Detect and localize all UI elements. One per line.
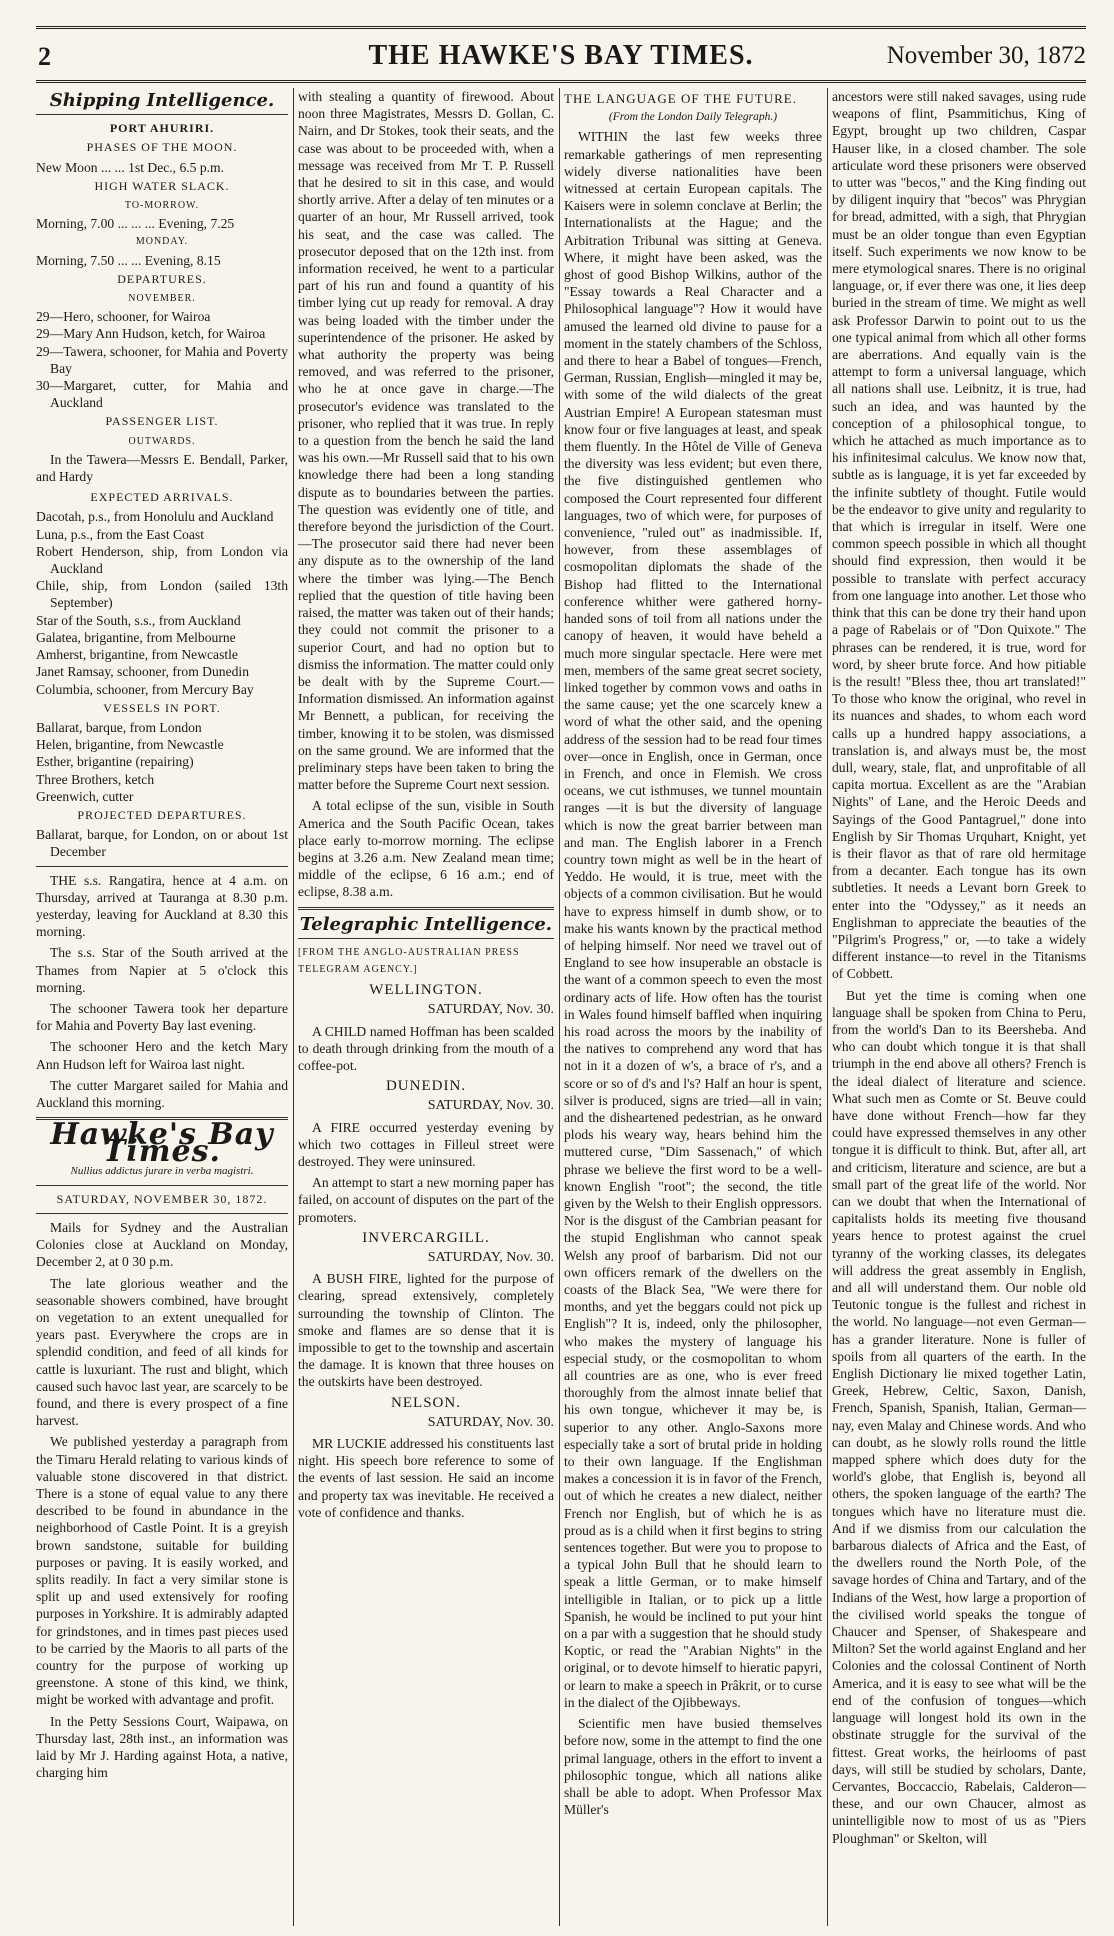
article-paragraph: WITHIN the last few weeks three remarkable gatherings of men representing widely diverse nationalities have been witnessed at certain European capitals. The Kaisers were in solemn conclave at Berlin; the Internationalists at the Hague; and the Arbitration Tribunal was sitting at Geneva. Where, it might have been asked, was the ghost of good Bishop Wilkins, author of the "Essay towards a Real Character and a Philosophical language"? How it would have amused the learned old divine to pause for a moment in the stately chambers of the Schloss, and there to hear a Babel of tongues—French, German, Russian, English—mingled it may be, with some of the wild dialects of the great Austrian Empire! A European statesman must know four or five languages at least, and speak them fluently. In the Hôtel de Ville of Geneva the diversity was less evident; but even there, the five distinguished gentlemen who composed the Court represented four different languages, two of which were, for purposes of convenience, "ruled out" as inadmissible. If, however, from these assemblages of cosmopolitan diplomats the shade of the Bishop had flitted to the International conference whither were gathered horny-handed sons of toil from all nations under the canopy of heaven, it would have beheld a much more singular spectacle. Here were met men, members of the same great secret society, linked together by common vows and oaths in the same cause; yet the one scarcely knew a word of what the other said, and the opening address of the session had to be read four times over—once in English, once in German, once in French, and once in Flemish. We cross oceans, we cut isthmuses, we tunnel mountain ranges —it is but the diversity of language which is now the great barrier between man and man. The English laborer in a French country town might as well be in the heart of Yeddo. He would, it is true, meet with the objects of a common civilisation. But he would have to express himself in dumb show, or to make his wants known by the practical method of helping himself. Nor need we travel out of England to see how insuperable an obstacle is the want of a common speech to even the most ordinary acts of life. How often has the tourist in Wales found himself baffled when inquiring his road across the moors by the inability of the natives to comprehend any word that has not in it a dozen of w's, a brace of r's, and a score or so of d's and l's? Half an hour is spent, silver is produced, signs are tried—all in vain; and the disheartened pedestrian, as he onward plods his weary way, hears behind him the muttered curse, "Dim Sassenach," of which phrase we believe the first word to be a well-known English "root"; the second, the title given by the Welsh to their English oppressors. Nor is the disgust of the Cambrian peasant for the stupid Englishman who cannot speak Welsh any proof of barbarism. Did not our own officers remark of the dwellers on the coasts of the Black Sea, "We were there for months, and yet the beggars could not pick up English"? It is, indeed, only the philosopher, who makes the mystery of language his especial study, or the cosmopolitan to whom all countries are as one, who is ever freed thoroughly from the almost innate belief that his own tongue, whichever it may be, is superior to any other. Anglo-Saxons more especially take a sort of brutal pride in holding to their own language. If the Englishman makes a concession it is in favor of the French, out of which he creates a new dialect, neither French nor English, but of which he is as proud as is a child when it first begins to string sentences together. But were you to propose to a typical John Bull that he should learn to speak a little German, or to make himself intelligible in Italian, or to pick up a little Spanish, he would be inclined to put your hint on a par with a suggestion that he should study Koptic, or read the "Arabian Nights" in the original, or to devote himself to hieratic papyri, or learn to make a speech in Prâkrit, or to curse in the dialect of the Ojibbeways. [564,129,822,1710]
article-heading: THE LANGUAGE OF THE FUTURE. [564,91,797,106]
moon-heading: PHASES OF THE MOON. [86,140,238,155]
editorial-paragraph: We published yesterday a paragraph from the Timaru Herald relating to various kinds of valuable stone discovered in that district. There is a stone of equal value to any there described to be found in abundance in the neighborhood of Castle Point. It is a greyish brown sandstone, suitable for building purposes or paving. It is easily worked, and splits readily. In fact a very similar stone is split up and used extensively for roofing purposes in Yorkshire. It is admirably adapted for grindstones, and in times past pieces used to be carried by the Maoris to all parts of the country for the purpose of working up greenstone. A stone of this kind, we think, might be worked with advantage and profit. [36,1434,288,1708]
month-label: NOVEMBER. [128,293,196,305]
telegram-text: A CHILD named Hoffman has been scalded to death through drinking from the mouth of a coffee-pot. [298,1023,554,1073]
shipping-note: The cutter Margaret sailed for Mahia and Auckland this morning. [36,1077,288,1110]
newspaper-title: THE HAWKE'S BAY TIMES. [368,40,754,71]
departure-item: 29—Hero, schooner, for Wairoa [36,309,211,325]
departure-item: 29—Tawera, schooner, for Mahia and Poverty Bay [36,343,288,376]
expected-item: Luna, p.s., from the East Coast [36,526,205,542]
expected-item: Columbia, schooner, from Mercury Bay [36,681,254,697]
shipping-note: The schooner Hero and the ketch Mary Ann Hudson left for Wairoa last night. [36,1039,288,1072]
port-item: Ballarat, barque, from London [36,719,202,735]
expected-item: Janet Ramsay, schooner, from Dunedin [36,664,249,680]
port-item: Greenwich, cutter [36,788,134,804]
dateline-date: SATURDAY, Nov. 30. [427,1002,554,1018]
masthead [36,38,1086,78]
monday-line: Morning, 7.50 ... ... Evening, 8.15 [36,252,221,268]
article-paragraph: Scientific men have busied themselves before now, some in the attempt to find the one primal language, others in the effort to invent a philosophic tongue, which all nations alike shall be able to adopt. When Professor Max Müller's [564,1716,822,1818]
shipping-note: The s.s. Star of the South arrived at the Thames from Napier at 5 o'clock this morning. [36,945,288,995]
masthead-rule [36,80,1086,83]
dateline-place: WELLINGTON. [369,982,483,999]
editorial-paragraph: Mails for Sydney and the Australian Colonies close at Auckland on Monday, December 2, at 0 30 p.m. [36,1219,288,1270]
expected-item: Robert Henderson, ship, from London via Auckland [36,543,288,577]
dateline-date: SATURDAY, Nov. 30. [427,1414,554,1430]
in-port-heading: VESSELS IN PORT. [103,700,221,715]
divider [298,907,554,910]
departure-item: 30—Margaret, cutter, for Mahia and Auckland [36,378,288,411]
passenger-text: In the Tawera—Messrs E. Bendall, Parker, and Hardy [36,451,288,485]
divider [36,1185,288,1186]
column-4 [832,88,1086,1926]
dateline-place: INVERCARGILL. [362,1229,490,1246]
port-heading: PORT AHURIRI. [109,121,215,136]
departures-heading: DEPARTURES. [117,271,207,286]
motto: Nullius addictus jurare in verba magistri. [70,1164,254,1177]
editorial-paragraph: The late glorious weather and the seasonable showers combined, have brought on vegetation to an extent unequalled for years past. Everywhere the crops are in splendid condition, and feed of all kinds for cattle is luxuriant. The rust and blight, which caused such havoc last year, are scarcely to be found, and there is every prospect of a fine harvest. [36,1275,288,1429]
departure-item: 29—Mary Ann Hudson, ketch, for Wairoa [36,326,266,342]
dateline-date: SATURDAY, Nov. 30. [427,1098,554,1114]
column-rule [827,88,828,1926]
tomorrow-line: Morning, 7.00 ... ... ... Evening, 7.25 [36,216,235,232]
agency-line: [FROM THE ANGLO-AUSTRALIAN PRESS TELEGRAM AGENCY.] [298,946,520,975]
column-rule [559,88,560,1926]
editorial-title: Hawke's Bay Times. [50,1117,274,1170]
column-2 [298,88,554,1926]
editorial-date: SATURDAY, NOVEMBER 30, 1872. [56,1191,268,1206]
column-1 [36,88,288,1926]
tomorrow-label: TO-MORROW. [124,200,200,212]
eclipse-note: A total eclipse of the sun, visible in South America and the South Pacific Ocean, takes place early to-morrow morning. The eclipse begins at 3.26 a.m. New Zealand mean time; middle of the eclipse, 6 16 a.m.; end of eclipse, 8.38 a.m. [298,798,554,900]
telegram-text: A FIRE occurred yesterday evening by which two cottages in Filleul street were destroyed. They were uninsured. [298,1119,554,1169]
article-source: (From the London Daily Telegraph.) [608,111,778,124]
telegraph-heading: Telegraphic Intelligence. [299,913,553,935]
port-item: Three Brothers, ketch [36,771,155,787]
expected-item: Star of the South, s.s., from Auckland [36,612,241,628]
port-item: Esther, brigantine (repairing) [36,754,194,770]
shipping-heading: Shipping Intelligence. [49,90,275,111]
projected-item: Ballarat, barque, for London, on or about 1st December [36,827,288,860]
telegram-text: An attempt to start a new morning paper has failed, on account of disputes on the part of the promoters. [298,1175,554,1225]
divider [36,1213,288,1214]
dateline-place: NELSON. [391,1394,461,1411]
expected-item: Chile, ship, from London (sailed 13th September) [36,578,288,611]
expected-heading: EXPECTED ARRIVALS. [90,490,234,505]
divider [36,866,288,867]
editorial-paragraph: In the Petty Sessions Court, Waipawa, on Thursday last, 28th inst., an information was laid by Mr J. Harding against Hota, a native, charging him [36,1713,288,1781]
water-heading: HIGH WATER SLACK. [94,178,230,193]
shipping-note: THE s.s. Rangatira, hence at 4 a.m. on Thursday, arrived at Tauranga at 8.30 p.m. yesterday, leaving for Auckland at 8.30 this morning. [36,872,288,940]
divider [298,938,554,939]
passenger-heading: PASSENGER LIST. [105,414,219,429]
court-report: with stealing a quantity of firewood. About noon three Magistrates, Messrs D. Gollan, C. Nairn, and Dr Stokes, took their seats, and the case was about to be proceeded with, when a message was received from Mr T. P. Russell that he desired to sit in this case, and would shortly arrive. After a delay of ten minutes or a quarter of an hour, Mr Russell arrived, took his seat, and the case was called. The prosecutor deposed that on the 12th inst. from information received, he went to a particular part of his run and found a quantity of his timber lying cut up ready for removal. A dray was being loaded with the timber under the superintendence of the prisoner. He asked by what authority the property was being removed, and was referred to the prisoner, who he at once gave in charge.—The prosecutor's evidence was translated to the prisoner, who replied that it was true. In reply to a question from the bench he said the land was his own.—Mr Russell said that to his own knowledge there had been a long standing dispute as to boundaries between the parties. The question was evidently one of title, and therefore beyond the jurisdiction of the Court.—The prosecutor said there had never been any dispute as to the ownership of the land where the timber was lying.—The Bench replied that the question of title having been raised, the matter was taken out of their hands; they could not commit the prisoner to a superior Court, and had no option but to dismiss the information. The matter could only be dealt with by the Supreme Court.—Information dismissed. An information against Mr Bennett, a publican, for receiving the timber, knowing it to be stolen, was dismissed on the same ground. We are informed that the preliminary steps have been taken to bring the matter before the Supreme Court next session. [298,89,554,793]
shipping-note: The schooner Tawera took her departure for Mahia and Poverty Bay last evening. [36,1000,288,1034]
issue-date: November 30, 1872 [886,42,1086,69]
projected-heading: PROJECTED DEPARTURES. [77,807,247,822]
divider [36,114,288,115]
column-rule [293,88,294,1926]
column-3 [564,88,822,1926]
page-number: 2 [38,42,51,71]
expected-item: Amherst, brigantine, from Newcastle [36,647,238,663]
top-rule [36,26,1086,29]
outwards-label: OUTWARDS. [128,435,196,447]
port-item: Helen, brigantine, from Newcastle [36,737,224,753]
telegram-text: MR LUCKIE addressed his constituents last night. His speech bore reference to some of the events of last session. He said an income and property tax was inevitable. He received a vote of confidence and thanks. [298,1436,554,1520]
expected-item: Dacotah, p.s., from Honolulu and Auckland [36,509,274,525]
dateline-place: DUNEDIN. [385,1078,467,1095]
dateline-date: SATURDAY, Nov. 30. [427,1250,554,1265]
moon-line: New Moon ... ... 1st Dec., 6.5 p.m. [36,159,225,175]
monday-label: MONDAY. [135,236,189,248]
telegram-text: A BUSH FIRE, lighted for the purpose of clearing, spread extensively, completely surrounding the township of Clinton. The smoke and flames are so dense that it is impossible to get to the township and ascertain the damage. It is known that three houses on the outskirts have been destroyed. [298,1271,554,1390]
expected-item: Galatea, brigantine, from Melbourne [36,629,236,645]
article-paragraph: ancestors were still naked savages, using rude weapons of flint, Psammitichus, King of Egypt, brought up two children, Caspar Hauser like, in a closed chamber. The sole articulate word these prisoners were observed to utter was "becos," and the King finding out by diligent inquiry that "becos" was Phrygian for bread, admitted, with a sigh, that Phrygian must be an older tongue than even Egyptian itself. Such experiments we now know to be mere etymological snares. There is no original language, or, if ever there was one, it lies deep buried in the stream of time. We might as well ask Professor Darwin to point out to us the one typical animal from which all other forms are aberrations. And equally vain is the attempt to form a universal language, which all nations shall use. Leibnitz, it is true, had such an idea, and was haunted by the conception of a philosophical tongue, to which he attached as much importance as to his infinitesimal calculus. We know now that, subtle as is language, it is yet far exceeded by the infinite subtlety of thought. Futile would be the endeavor to give unity and regularity to that which is irregular in itself. Were one common speech possible in which all thought should find expression, then would it be possible to translate with perfect accuracy from one language into another. Let those who think that this can be done try their hand upon a page of Rabelais or of "Don Quixote." The phrases can be rendered, it is true, word for word, by sheer brute force. And how pitiable is the result! "Bless thee, thou art translated!" To those who know the original, who revel in its nuances and shades, to whom each word calls up a hundred happy associations, a translation is, and always must be, the most dull, weary, stale, flat, and unprofitable of all capita mortua. Excellent as are the "Arabian Nights" of Lane, and the Heroic Deeds and Sayings of the Good Pantagruel," done into English by Sir Thomas Urquhart, Knight, yet is their flavor as that of rare old hermitage from a decanter. Each tongue has its own subtleties. It needs a Levant born Greek to enter into the "Odyssey," as it needs an Englishman to appreciate the beauties of the "Pilgrim's Progress," or, —to take a widely different instance—to revel in the Titanisms of Cobbett. [832,89,1086,982]
article-paragraph: But yet the time is coming when one language shall be spoken from China to Peru, from the world's Dan to its Beersheba. And who can doubt which tongue it is that shall triumph in the end above all others? French is the ideal dialect of literature and science. What such men as Comte or St. Beuve could have done without French—how far they could have expressed themselves in any other tongue it is difficult to think. But, after all, art and criticism, literature and science, are but a small part of the great life of the world. Nor can we doubt that when the International of capitalists holds its meeting five thousand years hence to protest against the cruel tyranny of the working classes, its delegates will address the great assembly in English, and all will understand them. Our noble old Teutonic tongue is the fullest and richest in the world. No language—not even German—has a grander literature. None is fuller of spoils from all quarters of the earth. In the English Dictionary lie mixed together Latin, Greek, Hebrew, Celtic, Saxon, Danish, French, Spanish, Spanish, Italian, German—nay, even Malay and Chinese words. And who can doubt, as he slowly rolls round the little mapped sphere which does duty for the world's globe, that English is, beyond all others, the spoken language of the earth? The tongues which have no literature must die. And if we dismiss from our calculation the barbarous dialects of Africa and the East, of the dwellers round the North Pole, of the savage hordes of China and Tartary, and of the Indians of the West, how large a proportion of the civilised world speaks the tongue of Chaucer and Spenser, of Shakespeare and Milton? Set the world against England and her Colonies and the colossal Continent of North America, and it is easy to see what will be the end of the confusion of tongues—which language will longest hold its own in the obstinate struggle for the survival of the fittest. Great works, the heirlooms of past days, will still be studied by scholars, Dante, Cervantes, Boccaccio, Rabelais, Calderon—these, and our own Chaucer, almost as unintelligible now to most of us as "Piers Ploughman" or Skelton, will [832,987,1086,1846]
